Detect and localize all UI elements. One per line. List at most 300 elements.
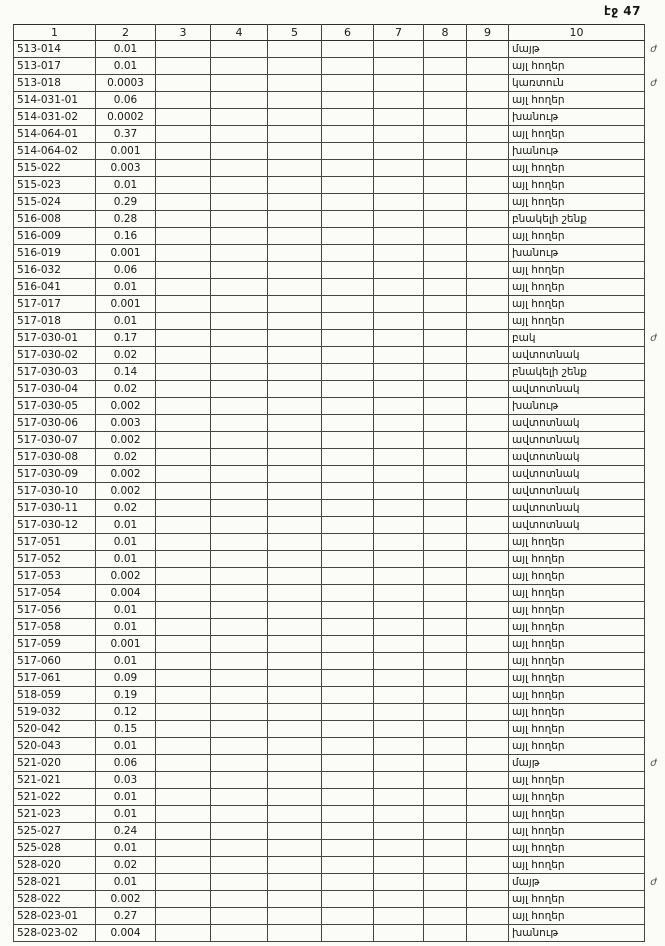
empty-cell xyxy=(156,925,211,942)
empty-cell xyxy=(374,687,424,704)
land-type-cell: այլ հողեր xyxy=(509,840,645,857)
empty-cell xyxy=(322,789,374,806)
margin-note xyxy=(645,398,663,415)
area-value-cell: 0.004 xyxy=(96,925,156,942)
empty-cell xyxy=(156,857,211,874)
parcel-code-cell: 517-030-02 xyxy=(14,347,96,364)
empty-cell xyxy=(156,415,211,432)
empty-cell xyxy=(211,500,268,517)
margin-note xyxy=(645,279,663,296)
empty-cell xyxy=(322,874,374,891)
empty-cell xyxy=(211,126,268,143)
empty-cell xyxy=(374,670,424,687)
empty-cell xyxy=(467,398,509,415)
empty-cell xyxy=(211,296,268,313)
empty-cell xyxy=(211,789,268,806)
empty-cell xyxy=(467,721,509,738)
empty-cell xyxy=(211,415,268,432)
parcel-code-cell: 516-008 xyxy=(14,211,96,228)
land-type-cell: ավտոտնակ xyxy=(509,415,645,432)
area-value-cell: 0.004 xyxy=(96,585,156,602)
parcel-code-cell: 528-023-02 xyxy=(14,925,96,942)
area-value-cell: 0.003 xyxy=(96,415,156,432)
empty-cell xyxy=(467,857,509,874)
table-row xyxy=(14,143,663,160)
parcel-code-cell: 517-060 xyxy=(14,653,96,670)
margin-note: ժ xyxy=(650,876,657,888)
empty-cell xyxy=(374,551,424,568)
land-type-cell: այլ հողեր xyxy=(509,58,645,75)
empty-cell xyxy=(211,75,268,92)
empty-cell xyxy=(211,364,268,381)
margin-note xyxy=(645,58,663,75)
empty-cell xyxy=(156,619,211,636)
area-value-cell: 0.002 xyxy=(96,891,156,908)
empty-cell xyxy=(156,41,211,58)
land-type-cell: ավտոտնակ xyxy=(509,500,645,517)
empty-cell xyxy=(467,228,509,245)
empty-cell xyxy=(467,908,509,925)
empty-cell xyxy=(424,636,467,653)
empty-cell xyxy=(211,585,268,602)
empty-cell xyxy=(424,381,467,398)
margin-note xyxy=(645,245,663,262)
parcel-code-cell: 514-064-01 xyxy=(14,126,96,143)
table-row xyxy=(14,551,663,568)
empty-cell xyxy=(322,211,374,228)
table-row xyxy=(14,602,663,619)
empty-cell xyxy=(211,602,268,619)
empty-cell xyxy=(268,483,322,500)
land-type-cell: խանութ xyxy=(509,143,645,160)
empty-cell xyxy=(374,279,424,296)
empty-cell xyxy=(322,245,374,262)
parcel-code-cell: 521-022 xyxy=(14,789,96,806)
empty-cell xyxy=(322,177,374,194)
cadastre-table xyxy=(13,24,663,942)
margin-note xyxy=(645,891,663,908)
table-row xyxy=(14,415,663,432)
table-row xyxy=(14,296,663,313)
area-value-cell: 0.12 xyxy=(96,704,156,721)
land-type-cell: ավտոտնակ xyxy=(509,517,645,534)
land-type-cell: այլ հողեր xyxy=(509,602,645,619)
empty-cell xyxy=(467,585,509,602)
margin-note xyxy=(645,636,663,653)
empty-cell xyxy=(467,432,509,449)
table-row xyxy=(14,925,663,942)
empty-cell xyxy=(211,177,268,194)
empty-cell xyxy=(374,432,424,449)
area-value-cell: 0.03 xyxy=(96,772,156,789)
parcel-code-cell: 517-030-09 xyxy=(14,466,96,483)
margin-note xyxy=(645,347,663,364)
empty-cell xyxy=(424,347,467,364)
margin-note: ժ xyxy=(650,332,657,344)
land-type-cell: այլ հողեր xyxy=(509,772,645,789)
empty-cell xyxy=(467,704,509,721)
land-type-cell: խանութ xyxy=(509,109,645,126)
empty-cell xyxy=(156,874,211,891)
empty-cell xyxy=(374,211,424,228)
empty-cell xyxy=(268,585,322,602)
land-type-cell: այլ հողեր xyxy=(509,687,645,704)
margin-note xyxy=(645,177,663,194)
empty-cell xyxy=(424,109,467,126)
empty-cell xyxy=(424,772,467,789)
page-number-label: էջ 47 xyxy=(603,4,641,18)
empty-cell xyxy=(268,823,322,840)
land-type-cell: այլ հողեր xyxy=(509,721,645,738)
empty-cell xyxy=(156,347,211,364)
table-row xyxy=(14,772,663,789)
parcel-code-cell: 517-030-08 xyxy=(14,449,96,466)
land-type-cell: կառտուն xyxy=(509,75,645,92)
empty-cell xyxy=(467,75,509,92)
empty-cell xyxy=(374,874,424,891)
margin-note xyxy=(645,432,663,449)
empty-cell xyxy=(424,789,467,806)
margin-note xyxy=(645,194,663,211)
empty-cell xyxy=(374,483,424,500)
parcel-code-cell: 517-052 xyxy=(14,551,96,568)
empty-cell xyxy=(424,551,467,568)
empty-cell xyxy=(424,364,467,381)
margin-note xyxy=(645,568,663,585)
empty-cell xyxy=(268,857,322,874)
parcel-code-cell: 517-030-01 xyxy=(14,330,96,347)
empty-cell xyxy=(467,806,509,823)
empty-cell xyxy=(424,908,467,925)
area-value-cell: 0.02 xyxy=(96,857,156,874)
empty-cell xyxy=(467,602,509,619)
empty-cell xyxy=(374,262,424,279)
empty-cell xyxy=(268,636,322,653)
margin-note xyxy=(645,262,663,279)
table-row xyxy=(14,211,663,228)
land-type-cell: այլ հողեր xyxy=(509,585,645,602)
land-type-cell: բնակելի շենք xyxy=(509,211,645,228)
area-value-cell: 0.01 xyxy=(96,806,156,823)
parcel-code-cell: 517-030-03 xyxy=(14,364,96,381)
land-type-cell: բնակելի շենք xyxy=(509,364,645,381)
empty-cell xyxy=(268,772,322,789)
area-value-cell: 0.01 xyxy=(96,789,156,806)
empty-cell xyxy=(467,313,509,330)
empty-cell xyxy=(211,721,268,738)
empty-cell xyxy=(424,687,467,704)
table-row xyxy=(14,687,663,704)
empty-cell xyxy=(374,568,424,585)
empty-cell xyxy=(424,534,467,551)
empty-cell xyxy=(424,313,467,330)
land-type-cell: այլ հողեր xyxy=(509,738,645,755)
area-value-cell: 0.02 xyxy=(96,381,156,398)
empty-cell xyxy=(268,92,322,109)
empty-cell xyxy=(156,806,211,823)
land-type-cell: այլ հողեր xyxy=(509,92,645,109)
empty-cell xyxy=(156,58,211,75)
empty-cell xyxy=(156,126,211,143)
empty-cell xyxy=(268,687,322,704)
land-type-cell: այլ հողեր xyxy=(509,126,645,143)
empty-cell xyxy=(211,619,268,636)
margin-note xyxy=(645,211,663,228)
parcel-code-cell: 528-022 xyxy=(14,891,96,908)
empty-cell xyxy=(467,245,509,262)
land-type-cell: խանութ xyxy=(509,398,645,415)
parcel-code-cell: 516-009 xyxy=(14,228,96,245)
empty-cell xyxy=(268,211,322,228)
land-type-cell: ավտոտնակ xyxy=(509,432,645,449)
empty-cell xyxy=(268,568,322,585)
empty-cell xyxy=(322,75,374,92)
empty-cell xyxy=(424,262,467,279)
empty-cell xyxy=(211,330,268,347)
empty-cell xyxy=(467,619,509,636)
margin-note xyxy=(645,806,663,823)
header-col-7: 7 xyxy=(374,25,424,41)
empty-cell xyxy=(322,806,374,823)
table-row xyxy=(14,466,663,483)
empty-cell xyxy=(424,41,467,58)
table-row xyxy=(14,177,663,194)
empty-cell xyxy=(467,126,509,143)
empty-cell xyxy=(467,653,509,670)
empty-cell xyxy=(467,415,509,432)
table-row xyxy=(14,245,663,262)
parcel-code-cell: 517-061 xyxy=(14,670,96,687)
margin-note xyxy=(645,619,663,636)
empty-cell xyxy=(211,160,268,177)
land-type-cell: այլ հողեր xyxy=(509,177,645,194)
empty-cell xyxy=(268,432,322,449)
empty-cell xyxy=(374,415,424,432)
land-type-cell: մայթ xyxy=(509,755,645,772)
parcel-code-cell: 520-043 xyxy=(14,738,96,755)
empty-cell xyxy=(268,517,322,534)
area-value-cell: 0.002 xyxy=(96,398,156,415)
margin-note xyxy=(645,840,663,857)
empty-cell xyxy=(211,687,268,704)
empty-cell xyxy=(424,602,467,619)
area-value-cell: 0.06 xyxy=(96,92,156,109)
area-value-cell: 0.06 xyxy=(96,262,156,279)
area-value-cell: 0.001 xyxy=(96,296,156,313)
empty-cell xyxy=(424,177,467,194)
empty-cell xyxy=(268,874,322,891)
empty-cell xyxy=(322,823,374,840)
empty-cell xyxy=(424,415,467,432)
parcel-code-cell: 513-014 xyxy=(14,41,96,58)
empty-cell xyxy=(211,772,268,789)
empty-cell xyxy=(211,398,268,415)
table-row xyxy=(14,364,663,381)
empty-cell xyxy=(322,721,374,738)
empty-cell xyxy=(374,228,424,245)
empty-cell xyxy=(268,109,322,126)
margin-note xyxy=(645,92,663,109)
empty-cell xyxy=(322,908,374,925)
empty-cell xyxy=(467,925,509,942)
empty-cell xyxy=(424,126,467,143)
margin-note xyxy=(645,296,663,313)
empty-cell xyxy=(322,891,374,908)
empty-cell xyxy=(322,381,374,398)
empty-cell xyxy=(268,721,322,738)
parcel-code-cell: 517-030-04 xyxy=(14,381,96,398)
empty-cell xyxy=(374,602,424,619)
land-type-cell: ավտոտնակ xyxy=(509,347,645,364)
empty-cell xyxy=(211,517,268,534)
margin-note xyxy=(645,313,663,330)
margin-note xyxy=(645,738,663,755)
empty-cell xyxy=(268,551,322,568)
header-col-1: 1 xyxy=(14,25,96,41)
empty-cell xyxy=(268,143,322,160)
parcel-code-cell: 517-030-05 xyxy=(14,398,96,415)
parcel-code-cell: 528-020 xyxy=(14,857,96,874)
empty-cell xyxy=(467,891,509,908)
empty-cell xyxy=(467,160,509,177)
parcel-code-cell: 513-018 xyxy=(14,75,96,92)
area-value-cell: 0.09 xyxy=(96,670,156,687)
empty-cell xyxy=(211,908,268,925)
table-row xyxy=(14,789,663,806)
empty-cell xyxy=(467,194,509,211)
empty-cell xyxy=(268,245,322,262)
empty-cell xyxy=(211,245,268,262)
empty-cell xyxy=(156,908,211,925)
empty-cell xyxy=(467,177,509,194)
parcel-code-cell: 517-054 xyxy=(14,585,96,602)
empty-cell xyxy=(156,92,211,109)
empty-cell xyxy=(374,823,424,840)
header-col-4: 4 xyxy=(211,25,268,41)
empty-cell xyxy=(211,211,268,228)
margin-note xyxy=(645,772,663,789)
empty-cell xyxy=(156,228,211,245)
table-row xyxy=(14,891,663,908)
empty-cell xyxy=(322,636,374,653)
table-row xyxy=(14,313,663,330)
table-row xyxy=(14,160,663,177)
empty-cell xyxy=(424,891,467,908)
empty-cell xyxy=(211,109,268,126)
parcel-code-cell: 517-059 xyxy=(14,636,96,653)
empty-cell xyxy=(322,58,374,75)
empty-cell xyxy=(322,92,374,109)
empty-cell xyxy=(268,449,322,466)
margin-note xyxy=(645,823,663,840)
empty-cell xyxy=(156,449,211,466)
empty-cell xyxy=(374,75,424,92)
empty-cell xyxy=(424,585,467,602)
empty-cell xyxy=(156,466,211,483)
empty-cell xyxy=(467,500,509,517)
table-row xyxy=(14,721,663,738)
header-col-6: 6 xyxy=(322,25,374,41)
area-value-cell: 0.01 xyxy=(96,517,156,534)
empty-cell xyxy=(424,211,467,228)
land-type-cell: բակ xyxy=(509,330,645,347)
empty-cell xyxy=(211,823,268,840)
empty-cell xyxy=(211,466,268,483)
empty-cell xyxy=(322,279,374,296)
area-value-cell: 0.37 xyxy=(96,126,156,143)
empty-cell xyxy=(156,364,211,381)
empty-cell xyxy=(211,228,268,245)
margin-note xyxy=(645,517,663,534)
table-row xyxy=(14,449,663,466)
empty-cell xyxy=(156,891,211,908)
empty-cell xyxy=(322,551,374,568)
empty-cell xyxy=(467,517,509,534)
margin-note xyxy=(645,109,663,126)
margin-note xyxy=(645,466,663,483)
area-value-cell: 0.003 xyxy=(96,160,156,177)
empty-cell xyxy=(374,177,424,194)
parcel-code-cell: 515-023 xyxy=(14,177,96,194)
land-type-cell: այլ հողեր xyxy=(509,551,645,568)
empty-cell xyxy=(374,313,424,330)
area-value-cell: 0.06 xyxy=(96,755,156,772)
area-value-cell: 0.0003 xyxy=(96,75,156,92)
empty-cell xyxy=(424,398,467,415)
table-row xyxy=(14,670,663,687)
empty-cell xyxy=(424,517,467,534)
margin-note xyxy=(645,653,663,670)
land-type-cell: այլ հողեր xyxy=(509,891,645,908)
empty-cell xyxy=(424,568,467,585)
empty-cell xyxy=(156,279,211,296)
margin-note xyxy=(645,551,663,568)
table-row xyxy=(14,517,663,534)
header-col-9: 9 xyxy=(467,25,509,41)
area-value-cell: 0.01 xyxy=(96,58,156,75)
table-row xyxy=(14,619,663,636)
table-row xyxy=(14,585,663,602)
empty-cell xyxy=(268,704,322,721)
empty-cell xyxy=(156,840,211,857)
empty-cell xyxy=(268,364,322,381)
empty-cell xyxy=(211,534,268,551)
empty-cell xyxy=(374,636,424,653)
empty-cell xyxy=(156,755,211,772)
empty-cell xyxy=(268,279,322,296)
empty-cell xyxy=(268,381,322,398)
table-row xyxy=(14,636,663,653)
empty-cell xyxy=(374,840,424,857)
empty-cell xyxy=(322,313,374,330)
empty-cell xyxy=(156,109,211,126)
empty-cell xyxy=(467,449,509,466)
empty-cell xyxy=(322,262,374,279)
parcel-code-cell: 519-032 xyxy=(14,704,96,721)
margin-note xyxy=(645,908,663,925)
empty-cell xyxy=(156,160,211,177)
empty-cell xyxy=(268,160,322,177)
empty-cell xyxy=(211,568,268,585)
empty-cell xyxy=(374,194,424,211)
empty-cell xyxy=(268,670,322,687)
empty-cell xyxy=(268,908,322,925)
empty-cell xyxy=(467,687,509,704)
empty-cell xyxy=(374,534,424,551)
empty-cell xyxy=(268,194,322,211)
land-type-cell: այլ հողեր xyxy=(509,823,645,840)
empty-cell xyxy=(156,670,211,687)
